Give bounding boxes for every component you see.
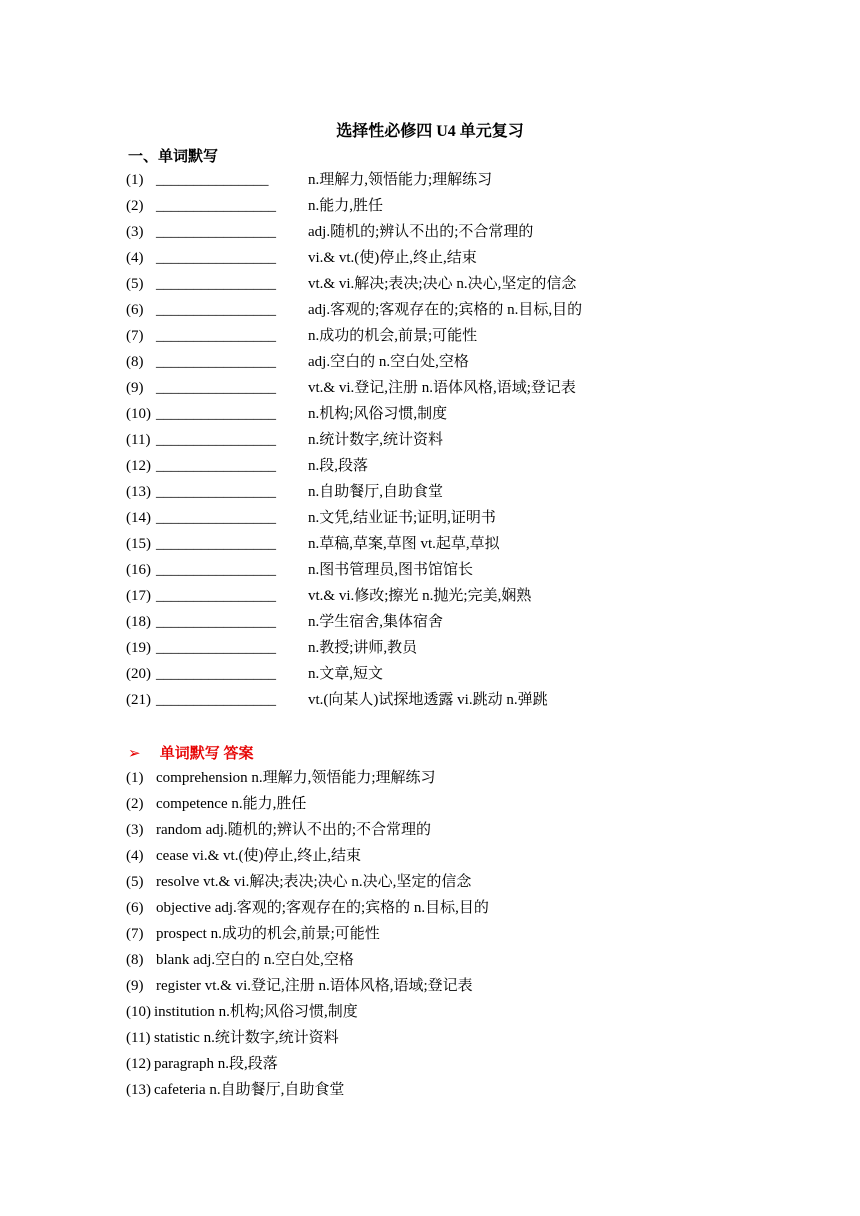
answer-text: institution n.机构;风俗习惯,制度: [154, 1004, 358, 1020]
answer-number: (4): [126, 848, 144, 864]
answer-row: [126, 898, 746, 924]
item-number: (17): [126, 588, 151, 604]
definition-text: adj.随机的;辨认不出的;不合常理的: [308, 224, 534, 240]
item-number: (9): [126, 380, 144, 396]
answer-row: [126, 924, 746, 950]
definition-text: n.教授;讲师,教员: [308, 640, 418, 656]
item-number: (15): [126, 536, 151, 552]
quiz-row: [126, 534, 746, 560]
answer-blank: ________________: [156, 614, 276, 630]
definition-text: n.草稿,草案,草图 vt.起草,草拟: [308, 536, 500, 552]
quiz-row: [126, 274, 746, 300]
answer-number: (3): [126, 822, 144, 838]
item-number: (14): [126, 510, 151, 526]
definition-text: n.能力,胜任: [308, 198, 384, 214]
answer-row: [126, 794, 746, 820]
quiz-row: [126, 482, 746, 508]
quiz-row: [126, 300, 746, 326]
answer-blank: ________________: [156, 406, 276, 422]
answer-blank: ________________: [156, 484, 276, 500]
answer-number: (12): [126, 1056, 151, 1072]
answer-row: [126, 1054, 746, 1080]
quiz-row: [126, 404, 746, 430]
quiz-row: [126, 560, 746, 586]
answer-text: paragraph n.段,段落: [154, 1056, 278, 1072]
item-number: (3): [126, 224, 144, 240]
answer-blank: ________________: [156, 198, 276, 214]
item-number: (6): [126, 302, 144, 318]
definition-text: vt.& vi.登记,注册 n.语体风格,语域;登记表: [308, 380, 576, 396]
definition-text: vt.& vi.解决;表决;决心 n.决心,坚定的信念: [308, 276, 577, 292]
item-number: (10): [126, 406, 151, 422]
definition-text: n.文章,短文: [308, 666, 384, 682]
answer-row: [126, 872, 746, 898]
quiz-row: [126, 326, 746, 352]
answer-text: register vt.& vi.登记,注册 n.语体风格,语域;登记表: [156, 978, 473, 994]
answer-text: random adj.随机的;辨认不出的;不合常理的: [156, 822, 431, 838]
answer-number: (13): [126, 1082, 151, 1098]
definition-text: n.机构;风俗习惯,制度: [308, 406, 448, 422]
answer-number: (2): [126, 796, 144, 812]
answer-row: [126, 1080, 746, 1106]
answer-blank: ________________: [156, 562, 276, 578]
quiz-row: [126, 508, 746, 534]
item-number: (2): [126, 198, 144, 214]
quiz-row: [126, 352, 746, 378]
item-number: (13): [126, 484, 151, 500]
quiz-row: [126, 664, 746, 690]
answer-row: [126, 1002, 746, 1028]
answer-blank: ________________: [156, 432, 276, 448]
quiz-row: [126, 222, 746, 248]
answer-number: (1): [126, 770, 144, 786]
definition-text: vi.& vt.(使)停止,终止,结束: [308, 250, 477, 266]
answer-number: (11): [126, 1030, 151, 1046]
answer-number: (7): [126, 926, 144, 942]
answer-row: [126, 1028, 746, 1054]
answer-row: [126, 950, 746, 976]
definition-text: n.成功的机会,前景;可能性: [308, 328, 478, 344]
answer-blank: ________________: [156, 692, 276, 708]
answer-blank: ________________: [156, 588, 276, 604]
page-title: 选择性必修四 U4 单元复习: [336, 123, 524, 140]
item-number: (7): [126, 328, 144, 344]
answer-text: blank adj.空白的 n.空白处,空格: [156, 952, 354, 968]
item-number: (18): [126, 614, 151, 630]
answer-text: objective adj.客观的;客观存在的;宾格的 n.目标,目的: [156, 900, 489, 916]
answer-text: statistic n.统计数字,统计资料: [154, 1030, 339, 1046]
item-number: (5): [126, 276, 144, 292]
definition-text: n.图书管理员,图书馆馆长: [308, 562, 474, 578]
definition-text: vt.& vi.修改;擦光 n.抛光;完美,娴熟: [308, 588, 532, 604]
answer-text: cafeteria n.自助餐厅,自助食堂: [154, 1082, 345, 1098]
answer-number: (9): [126, 978, 144, 994]
arrow-bullet-icon: ➢: [128, 746, 141, 762]
definition-text: adj.空白的 n.空白处,空格: [308, 354, 469, 370]
quiz-row: [126, 430, 746, 456]
definition-text: n.自助餐厅,自助食堂: [308, 484, 444, 500]
quiz-row: [126, 638, 746, 664]
answer-blank: ________________: [156, 276, 276, 292]
answers-list: [126, 768, 746, 1106]
item-number: (4): [126, 250, 144, 266]
answer-row: [126, 768, 746, 794]
answer-text: cease vi.& vt.(使)停止,终止,结束: [156, 848, 361, 864]
quiz-row: [126, 196, 746, 222]
definition-text: n.学生宿舍,集体宿舍: [308, 614, 444, 630]
definition-text: n.理解力,领悟能力;理解练习: [308, 172, 493, 188]
answer-text: comprehension n.理解力,领悟能力;理解练习: [156, 770, 436, 786]
quiz-row: [126, 612, 746, 638]
answer-number: (10): [126, 1004, 151, 1020]
vocab-quiz-list: [126, 170, 746, 716]
quiz-row: [126, 690, 746, 716]
item-number: (21): [126, 692, 151, 708]
answer-blank: ________________: [156, 224, 276, 240]
definition-text: n.文凭,结业证书;证明,证明书: [308, 510, 496, 526]
item-number: (11): [126, 432, 151, 448]
answers-heading-text: 单词默写 答案: [159, 746, 254, 762]
quiz-row: [126, 586, 746, 612]
answer-number: (5): [126, 874, 144, 890]
section-heading: 一、单词默写: [128, 149, 219, 165]
answer-row: [126, 846, 746, 872]
item-number: (19): [126, 640, 151, 656]
answer-number: (8): [126, 952, 144, 968]
quiz-row: [126, 170, 746, 196]
quiz-row: [126, 456, 746, 482]
answer-text: competence n.能力,胜任: [156, 796, 307, 812]
definition-text: n.统计数字,统计资料: [308, 432, 444, 448]
answer-blank: ________________: [156, 380, 276, 396]
quiz-row: [126, 248, 746, 274]
item-number: (20): [126, 666, 151, 682]
answer-blank: ________________: [156, 302, 276, 318]
answers-heading: [128, 742, 254, 763]
item-number: (8): [126, 354, 144, 370]
answer-blank: ________________: [156, 640, 276, 656]
answer-blank: ________________: [156, 354, 276, 370]
answer-blank: _______________: [156, 172, 269, 188]
answer-blank: ________________: [156, 666, 276, 682]
answer-row: [126, 820, 746, 846]
answer-text: resolve vt.& vi.解决;表决;决心 n.决心,坚定的信念: [156, 874, 472, 890]
definition-text: adj.客观的;客观存在的;宾格的 n.目标,目的: [308, 302, 583, 318]
item-number: (1): [126, 172, 144, 188]
answer-blank: ________________: [156, 250, 276, 266]
answer-blank: ________________: [156, 536, 276, 552]
definition-text: vt.(向某人)试探地透露 vi.跳动 n.弹跳: [308, 692, 548, 708]
answer-text: prospect n.成功的机会,前景;可能性: [156, 926, 380, 942]
answer-blank: ________________: [156, 458, 276, 474]
quiz-row: [126, 378, 746, 404]
definition-text: n.段,段落: [308, 458, 369, 474]
item-number: (16): [126, 562, 151, 578]
answer-blank: ________________: [156, 510, 276, 526]
answer-number: (6): [126, 900, 144, 916]
item-number: (12): [126, 458, 151, 474]
answer-blank: ________________: [156, 328, 276, 344]
answer-row: [126, 976, 746, 1002]
